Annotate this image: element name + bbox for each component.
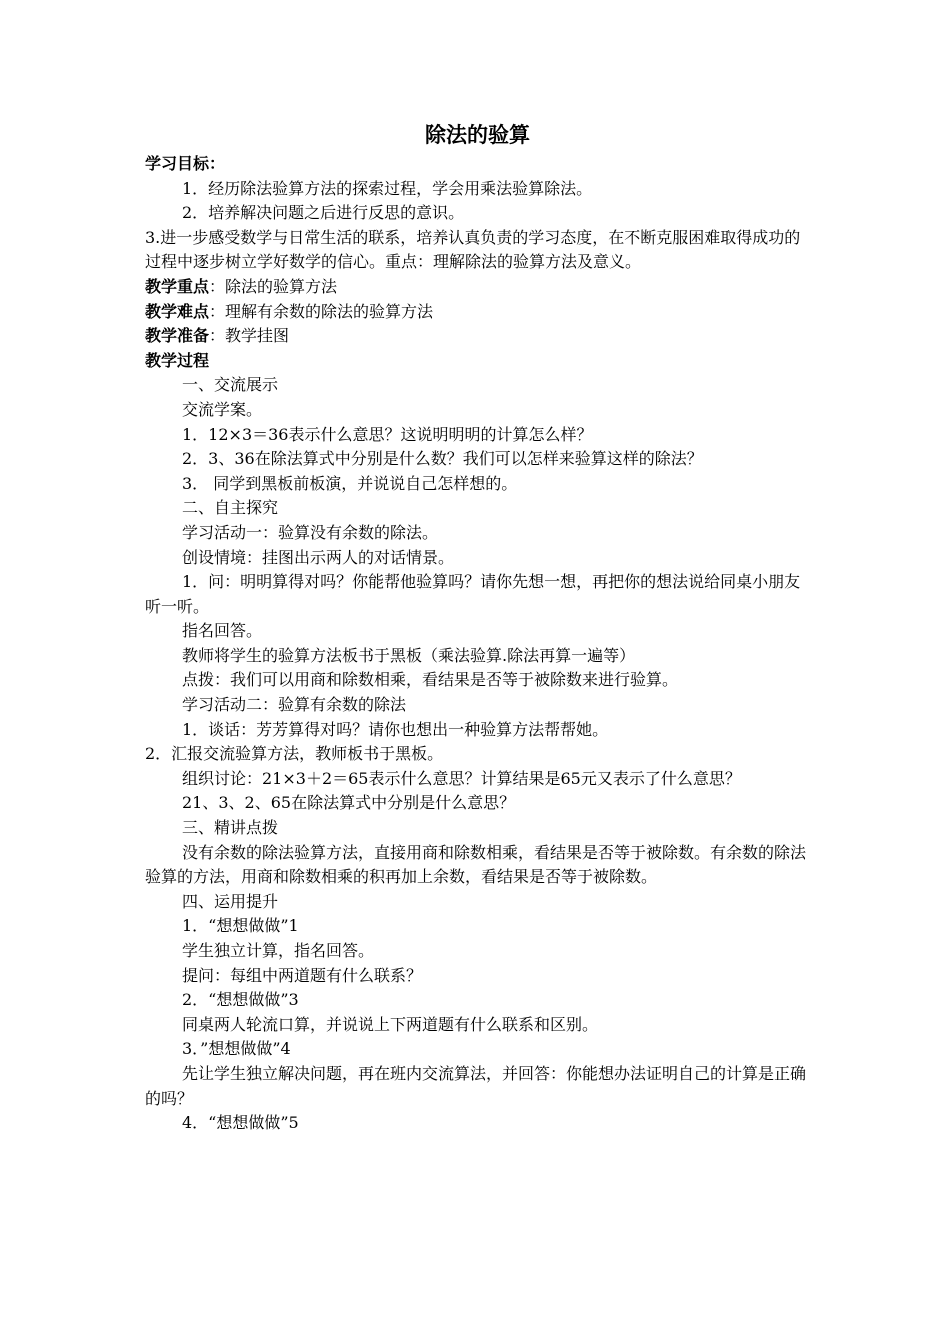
- process-line: 学习活动一：验算没有余数的除法。: [182, 522, 439, 542]
- preparation: [145, 324, 810, 349]
- process-line: 1．“想想做做”1: [182, 916, 299, 936]
- process-line: 3． 同学到黑板前板演，并说说自己怎样想的。: [182, 473, 518, 493]
- process-line: 1．谈话：芳芳算得对吗？请你也想出一种验算方法帮帮她。: [182, 719, 609, 739]
- process-line: 2．汇报交流验算方法，教师板书于黑板。: [145, 744, 444, 764]
- process-line: 1．12×3＝36表示什么意思？这说明明明的计算怎么样？: [182, 424, 593, 444]
- process-line: 交流学案。: [182, 399, 263, 419]
- process-line: 2．3、36在除法算式中分别是什么数？我们可以怎样来验算这样的除法？: [182, 449, 703, 469]
- difficulty-text: ：理解有余数的除法的验算方法: [209, 301, 434, 321]
- difficulty-label: 教学难点: [145, 301, 210, 321]
- objective-item: 3.进一步感受数学与日常生活的联系，培养认真负责的学习态度，在不断克服困难取得成功的过程中逐步树立学好数学的信心。重点：理解除法的验算方法及意义。: [145, 227, 801, 272]
- process-line: 21、3、2、65在除法算式中分别是什么意思？: [182, 793, 516, 813]
- process-line: 同桌两人轮流口算，并说说上下两道题有什么联系和区别。: [182, 1014, 599, 1034]
- preparation-label: 教学准备: [145, 326, 210, 346]
- objective-item: 2．培养解决问题之后进行反思的意识。: [182, 203, 465, 223]
- process-heading: 教学过程: [145, 350, 210, 370]
- process-line: 2．“想想做做”3: [182, 990, 299, 1010]
- process-line: 指名回答。: [182, 621, 263, 641]
- process-line: 一、交流展示: [182, 375, 279, 395]
- process-line: 二、自主探究: [182, 498, 279, 518]
- process-line: 4．“想想做做”5: [182, 1113, 299, 1133]
- process-line: 没有余数的除法验算方法，直接用商和除数相乘，看结果是否等于被除数。有余数的除法验算的方法，用商和除数相乘的积再加上余数，看结果是否等于被除数。: [145, 842, 807, 887]
- page-title: 除法的验算: [425, 123, 530, 147]
- process-line: 教师将学生的验算方法板书于黑板（乘法验算.除法再算一遍等）: [182, 645, 636, 665]
- objectives-heading: 学习目标：: [145, 154, 226, 173]
- process-line: 组织讨论：21×3＋2＝65表示什么意思？计算结果是65元又表示了什么意思？: [182, 768, 741, 788]
- key-point-text: ：除法的验算方法: [209, 276, 338, 296]
- document-page: [145, 118, 810, 1136]
- process-line: 先让学生独立解决问题，再在班内交流算法，并回答：你能想办法证明自己的计算是正确的吗？: [145, 1063, 807, 1108]
- process-line: 学习活动二：验算有余数的除法: [182, 695, 407, 715]
- process-line: 3．”想想做做”4: [182, 1039, 291, 1059]
- process-line: 1．问：明明算得对吗？你能帮他验算吗？请你先想一想，再把你的想法说给同桌小朋友听一听。: [145, 572, 801, 616]
- key-point-label: 教学重点: [145, 276, 210, 296]
- process-line: 点拨：我们可以用商和除数相乘，看结果是否等于被除数来进行验算。: [182, 670, 679, 690]
- process-line: 学生独立计算，指名回答。: [182, 941, 375, 960]
- process-line: 创设情境：挂图出示两人的对话情景。: [182, 547, 455, 567]
- process-line: 提问：每组中两道题有什么联系？: [182, 965, 423, 985]
- preparation-text: ：教学挂图: [209, 326, 290, 346]
- process-line: 三、精讲点拨: [182, 818, 279, 838]
- difficulty: [145, 300, 810, 325]
- process-line: 四、运用提升: [182, 891, 279, 911]
- objective-item: 1．经历除法验算方法的探索过程，学会用乘法验算除法。: [182, 178, 593, 198]
- key-point: [145, 275, 810, 300]
